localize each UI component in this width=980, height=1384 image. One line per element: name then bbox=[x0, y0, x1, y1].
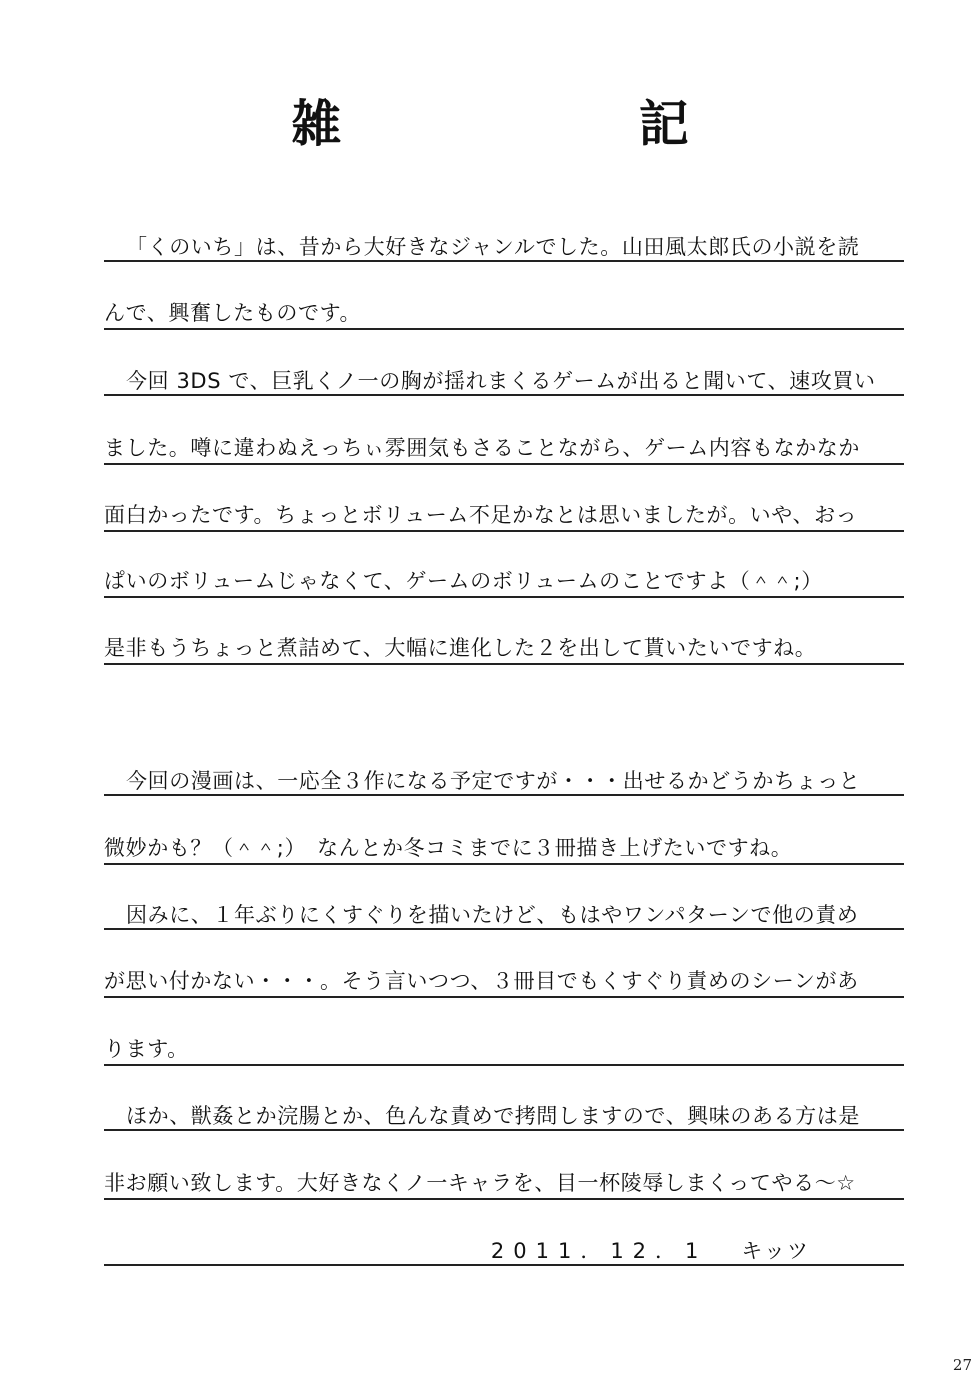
text-line: んで、興奮したものです。 bbox=[104, 298, 904, 330]
text-line: 「くのいち」は、昔から大好きなジャンルでした。山田風太郎氏の小説を読 bbox=[104, 232, 904, 262]
text-line: 面白かったです。ちょっとボリューム不足かなとは思いましたが。いや、おっ bbox=[104, 500, 904, 532]
page-number: 27 bbox=[952, 1356, 972, 1374]
text-line: ほか、獣姦とか浣腸とか、色んな責めで拷問しますので、興味のある方は是 bbox=[104, 1101, 904, 1131]
text-line: 今回の漫画は、一応全３作になる予定ですが・・・出せるかどうかちょっと bbox=[104, 766, 904, 796]
text-line: 是非もうちょっと煮詰めて、大幅に進化した２を出して貰いたいですね。 bbox=[104, 633, 904, 665]
text-line: ります。 bbox=[104, 1034, 904, 1066]
signature-date: 2011．12．1 bbox=[490, 1239, 708, 1263]
text-line: ぱいのボリュームじゃなくて、ゲームのボリュームのことですよ（＾＾;） bbox=[104, 566, 904, 598]
signature-author: キッツ bbox=[741, 1239, 810, 1263]
text-line: 微妙かも？（＾＾;） なんとか冬コミまでに３冊描き上げたいですね。 bbox=[104, 833, 904, 865]
page-title: 雑 記 bbox=[291, 94, 829, 153]
text-line: が思い付かない・・・。そう言いつつ、３冊目でもくすぐり責めのシーンがあ bbox=[104, 966, 904, 998]
text-line: ました。噂に違わぬえっちぃ雰囲気もさることながら、ゲーム内容もなかなか bbox=[104, 433, 904, 465]
text-line: 今回 3DS で、巨乳くノ一の胸が揺れまくるゲームが出ると聞いて、速攻買い bbox=[104, 366, 904, 396]
signature-line bbox=[104, 1236, 904, 1266]
text-line: 非お願い致します。大好きなくノ一キャラを、目一杯陵辱しまくってやる～☆ bbox=[104, 1168, 904, 1200]
text-line: 因みに、１年ぶりにくすぐりを描いたけど、もはやワンパターンで他の責め bbox=[104, 900, 904, 930]
